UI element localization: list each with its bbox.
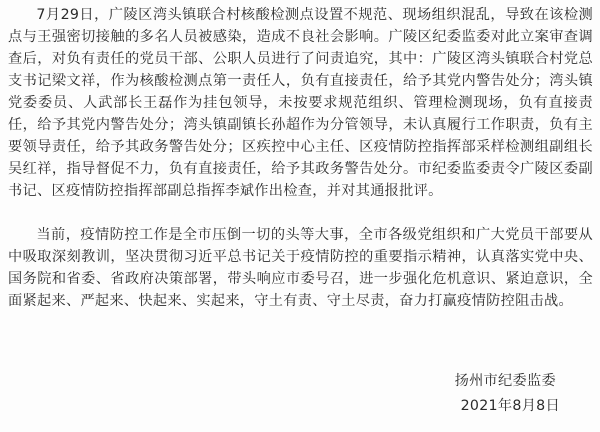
paragraph-prevention-requirements: 当前，疫情防控工作是全市压倒一切的头等大事，全市各级党组织和广大党员干部要从中吸取深刻教训，坚决贯彻习近平总书记关于疫情防控的重要指示精神，认真落实党中央、国务院和省委、省政府决策部署，带头响应市委号召，进一步强化危机意识、紧迫意识，全面紧起来、严起来、快起来、实起来，守土有责、守土尽责，奋力打赢疫情防控阻击战。 [8,227,593,309]
signature-date: 2021年8月8日 [460,398,560,414]
signature-organization: 扬州市纪委监委 [454,373,556,389]
paragraph-accountability-details: 7月29日，广陵区湾头镇联合村核酸检测点设置不规范、现场组织混乱，导致在该检测点与王强密切接触的多名人员被感染，造成不良社会影响。广陵区纪委监委对此立案审查调查后，对负有责任的党员干部、公职人员进行了问责追究，其中：广陵区湾头镇联合村党总支书记梁文祥，作为核酸检测点第一责任人，负有直接责任，给予其党内警告处分；湾头镇党委委员、人武部长王磊作为挂包领导，未按要求规范组织、管理检测现场，负有直接责任，给予其党内警告处分；湾头镇副镇长孙超作为分管领导，未认真履行工作职责，负有主要领导责任，给予其政务警告处分；区疾控中心主任、区疫情防控指挥部采样检测组副组长吴红祥，指导督促不力，负有直接责任，给予其政务警告处分。市纪委监委责令广陵区委副书记、区疫情防控指挥部副总指挥李斌作出检查，并对其通报批评。 [8,7,593,199]
